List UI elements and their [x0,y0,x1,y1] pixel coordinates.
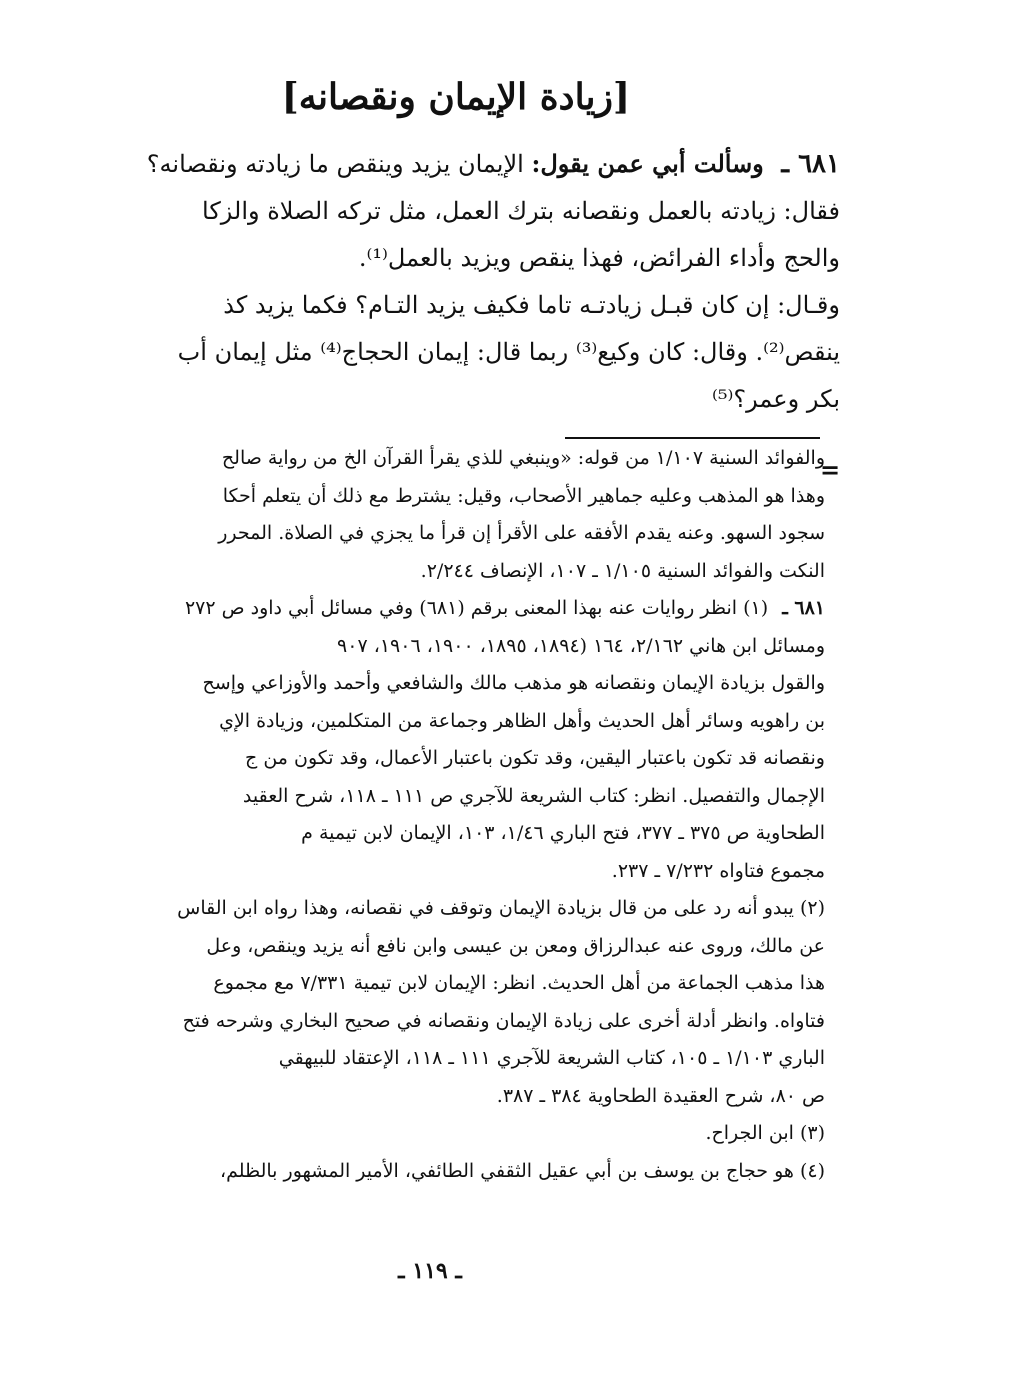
entry-lead: وسألت أبي عمن يقول: [531,149,764,178]
continued-note-line: النكت والفوائد السنية ١/١٠٥ ـ ١٠٧، الإنصاف ٢/٢٤٤. [420,559,825,582]
footnotes [100,440,825,1190]
footnote-entry-id: ٦٨١ ـ [782,597,825,619]
entry-number: ٦٨١ ـ [781,149,840,179]
footnote-1-line: ونقصانه قد تكون باعتبار اليقين، وقد تكون باعتبار الأعمال، وقد تكون من ج [245,747,825,769]
footnote-2-line: عن مالك، وروى عنه عبدالرزاق ومعن بن عيسى وابن نافع أنه يزيد وينقص، وعل [206,934,825,957]
footnote-2-line: فتاواه. وانظر أدلة أخرى على زيادة الإيمان ونقصانه في صحيح البخاري وشرحه فتح [182,1009,825,1032]
footnote-2-line: هذا مذهب الجماعة من أهل الحديث. انظر: الإيمان لابن تيمية ٧/٣٣١ مع مجموع [213,972,825,994]
footnote-1-text: (١) انظر روايات عنه بهذا المعنى برقم (٦٨١) وفي مسائل أبي داود ص ٢٧٢ [184,597,769,619]
section-title: [زيادة الإيمان ونقصانه] [281,76,630,118]
continuation-mark: = [820,455,841,484]
entry-question: الإيمان يزيد وينقص ما زيادته ونقصانه؟ [146,150,524,178]
footnote-divider [565,437,820,439]
entry-line-6: بكر وعمر؟⁽⁵⁾ [712,385,840,413]
footnote-1-line: ومسائل ابن هاني ٢/١٦٢، ١٦٤ (١٨٩٤، ١٨٩٥، ١٩٠٠، ١٩٠٦، ٩٠٧ [337,634,825,657]
page-number: ـ ١١٩ ـ [398,1258,462,1284]
main-text [100,140,840,423]
footnote-1-line: بن راهويه وسائر أهل الحديث وأهل الظاهر وجماعة من المتكلمين، وزيادة الإي [219,709,825,732]
footnote-1-line: مجموع فتاواه ٧/٢٣٢ ـ ٢٣٧. [611,859,825,882]
continued-note-line: سجود السهو. وعنه يقدم الأفقه على الأقرأ إن قرأ ما يجزي في الصلاة. المحرر [218,522,825,544]
entry-line-2: فقال: زيادته بالعمل ونقصانه بترك العمل، مثل تركه الصلاة والزكا [202,197,840,225]
footnote-2-line: (٢) يبدو أنه رد على من قال بزيادة الإيمان وتوقف في نقصانه، وهذا رواه ابن القاس [177,897,825,919]
entry-line-1 [100,140,840,188]
footnote-2-line: الباري ١/١٠٣ ـ ١٠٥، كتاب الشريعة للآجري ١١١ ـ ١١٨، الإعتقاد للبيهقي [278,1047,825,1069]
footnote-2-line: ص ٨٠، شرح العقيدة الطحاوية ٣٨٤ ـ ٣٨٧. [496,1084,825,1107]
footnote-4: (٤) هو حجاج بن يوسف بن أبي عقيل الثقفي الطائفي، الأمير المشهور بالظلم، [219,1159,825,1182]
continued-note-line: والفوائد السنية ١/١٠٧ من قوله: «وينبغي للذي يقرأ القرآن الخ من رواية صالح [221,447,825,469]
continued-note-line: وهذا هو المذهب وعليه جماهير الأصحاب، وقيل: يشترط مع ذلك أن يتعلم أحكا [222,484,825,507]
entry-line-5: ينقص⁽²⁾. وقال: كان وكيع⁽³⁾ ربما قال: إيمان الحجاج⁽⁴⁾ مثل إيمان أب [177,338,840,366]
entry-line-3: والحج وأداء الفرائض، فهذا ينقص ويزيد بالعمل⁽¹⁾. [358,244,840,272]
footnote-1-line [100,590,825,628]
entry-line-4: وقـال: إن كان قبـل زيادتـه تاما فكيف يزيد التـام؟ فكما يزيد كذ [223,291,840,319]
footnote-1-line: الإجمال والتفصيل. انظر: كتاب الشريعة للآجري ص ١١١ ـ ١١٨، شرح العقيد [242,784,825,807]
footnote-3: (٣) ابن الجراح. [705,1122,825,1144]
footnote-1-line: والقول بزيادة الإيمان ونقصانه هو مذهب مالك والشافعي وأحمد والأوزاعي وإسح [202,672,825,694]
footnote-1-line: الطحاوية ص ٣٧٥ ـ ٣٧٧، فتح الباري ١/٤٦، ١٠٣، الإيمان لابن تيمية م [301,822,825,844]
